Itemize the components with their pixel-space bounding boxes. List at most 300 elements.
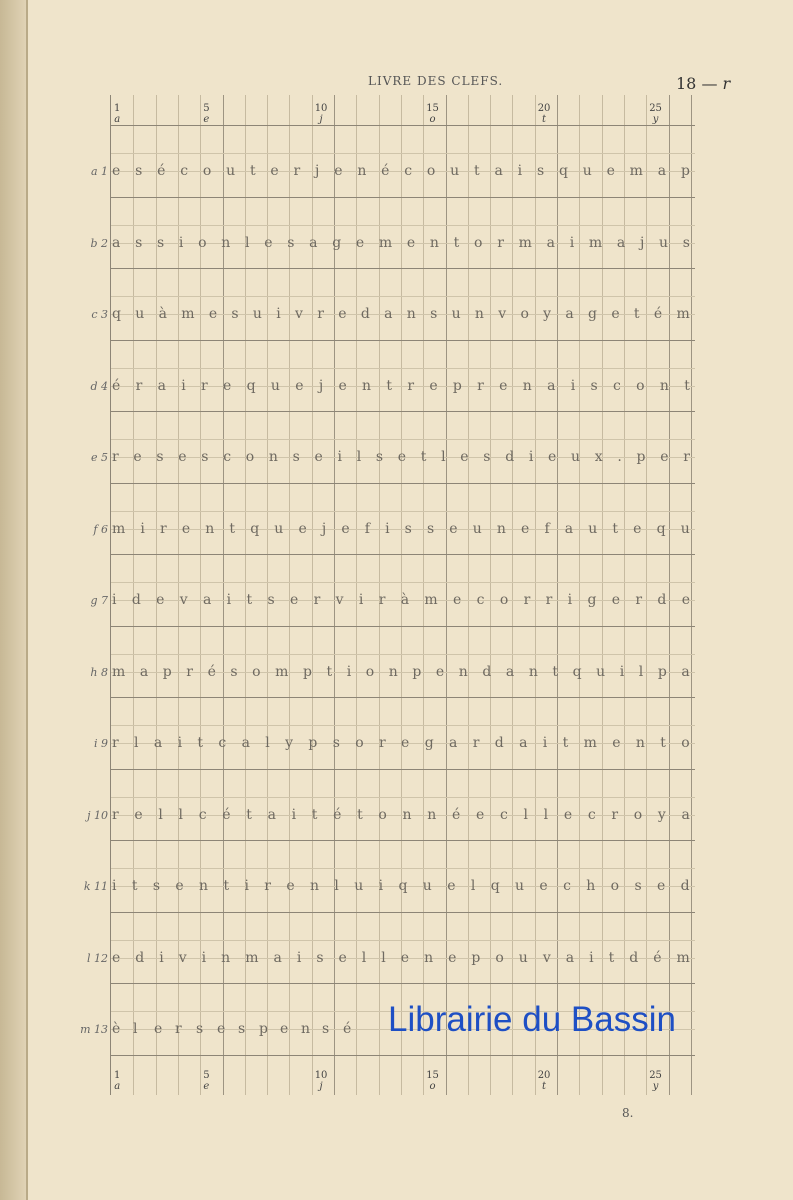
row-letter: s (292, 449, 300, 465)
scale-mark (203, 103, 209, 125)
scale-letter: o (429, 1081, 436, 1092)
row-letter: m (583, 735, 597, 751)
row-letter: e (475, 806, 485, 823)
row-letter: v (295, 306, 303, 322)
row-letter: p (636, 449, 646, 465)
row-letter: j (318, 377, 324, 394)
row-letter: s (135, 234, 143, 251)
row-letter: n (388, 663, 398, 680)
row-letter: v (335, 592, 344, 608)
row-letter: i (226, 592, 232, 608)
scale-number: 5 (203, 1070, 210, 1081)
row-letter: o (474, 234, 483, 251)
row-letter: e (133, 449, 142, 465)
row-letter: e (397, 449, 407, 465)
row-letter: n (429, 234, 439, 251)
row-letter: e (298, 520, 307, 537)
row-letter: t (326, 663, 333, 680)
row-letter: i (385, 520, 390, 537)
row-letter: é (343, 1021, 352, 1037)
grid-subrow-line (111, 654, 695, 655)
row-letter: p (657, 663, 667, 680)
scale-number: 15 (426, 1070, 439, 1081)
row-letter: é (222, 806, 231, 823)
grid-row-line (111, 1055, 695, 1056)
row-letter: d (131, 592, 141, 608)
row-letter: i (244, 878, 249, 894)
row-letter: d (680, 878, 690, 894)
grid-subrow-line (111, 225, 695, 226)
row-letter: s (156, 234, 165, 251)
row-letter: m (629, 163, 643, 179)
footer-mark: 8. (622, 1106, 634, 1120)
scale-mark (538, 103, 551, 125)
row-letter: e (338, 306, 347, 322)
row-letter: p (303, 663, 312, 680)
row-letter: m (518, 234, 532, 251)
row-letter: i (542, 735, 548, 751)
scale-number: 25 (649, 103, 662, 114)
grid-row-line (111, 840, 695, 841)
row-letter: i (337, 449, 342, 465)
row-letter: i (517, 163, 523, 179)
row-label: j 10 (87, 808, 108, 822)
row-letter: e (435, 663, 445, 680)
row-letter: t (612, 520, 619, 537)
row-letter: p (162, 663, 172, 680)
row-letter: t (223, 878, 230, 894)
row-letter: a (681, 663, 690, 680)
row-letter: s (267, 592, 275, 608)
row-letter: u (274, 520, 284, 537)
row-letter: n (221, 234, 231, 251)
row-letter: e (341, 520, 350, 537)
row-label: m 13 (80, 1023, 108, 1036)
row-letter: u (518, 949, 528, 966)
row-letter: u (270, 377, 280, 394)
row-letter: i (569, 234, 575, 251)
row-letter: n (221, 949, 231, 966)
row-letter: c (587, 806, 596, 823)
row-letter: t (608, 949, 615, 966)
row-letter: é (451, 806, 461, 823)
row-letter: c (476, 592, 485, 608)
row-letter: r (293, 163, 301, 179)
row-letter: a (519, 735, 528, 751)
row-letter: i (112, 878, 117, 894)
row-letter: a (449, 735, 458, 751)
row-letter: d (657, 592, 667, 608)
row-letter: e (338, 377, 347, 394)
row-letter: d (135, 949, 145, 966)
grid-row-line (111, 983, 695, 984)
row-letter: a (616, 234, 626, 251)
row-letter: e (460, 449, 469, 465)
row-letter: s (135, 163, 143, 179)
row-letter: o (378, 806, 387, 823)
row-letter: a (241, 735, 250, 751)
row-letter: é (207, 663, 216, 680)
row-letter: r (523, 592, 531, 608)
scale-letter: e (203, 1081, 210, 1092)
row-letter: s (426, 520, 435, 537)
row-letter: t (311, 806, 318, 823)
row-letter: s (196, 1021, 204, 1037)
page-header-title: LIVRE DES CLEFS. (368, 74, 504, 88)
grid-subrow-line (111, 296, 695, 297)
row-letter: p (452, 377, 462, 394)
row-letter: e (611, 306, 620, 322)
row-letter: g (587, 592, 597, 608)
scale-number: 5 (203, 103, 210, 114)
scale-mark (649, 103, 662, 125)
row-letter: e (657, 878, 666, 894)
grid-row-line (111, 411, 695, 412)
row-letter: y (543, 306, 552, 322)
row-label: k 11 (83, 880, 108, 893)
row-letter: m (181, 306, 195, 322)
row-label: d 4 (90, 379, 108, 393)
row-letter: j (321, 520, 327, 537)
row-letter: i (159, 949, 164, 966)
row-letter: d (494, 735, 504, 751)
row-letter: u (571, 449, 581, 465)
row-label: l 12 (86, 951, 108, 965)
scale-number: 20 (537, 103, 551, 114)
row-letter: t (246, 806, 252, 823)
row-letter: a (112, 234, 121, 251)
row-letter: r (201, 377, 208, 394)
row-letter: e (499, 377, 508, 394)
row-letter: o (202, 163, 212, 179)
row-letter: n (402, 806, 412, 823)
row-letter: a (267, 806, 276, 823)
row-letter: j (639, 234, 645, 251)
row-letter: e (447, 878, 456, 894)
row-letter: i (276, 306, 281, 322)
row-letter: p (680, 163, 690, 179)
scale-number: 10 (314, 103, 328, 114)
row-letter: u (252, 306, 262, 322)
grid-row-line (111, 125, 695, 126)
row-letter: e (400, 949, 410, 966)
row-letter: t (552, 663, 559, 680)
row-letter: o (520, 306, 529, 322)
row-letter: o (245, 449, 255, 465)
row-letter: é (112, 377, 121, 394)
row-letter: l (133, 1021, 138, 1037)
row-letter: g (424, 735, 434, 751)
row-letter: d (360, 306, 370, 322)
row-letter: g (588, 306, 598, 322)
row-letter: q (656, 520, 666, 537)
row-letter: s (634, 878, 642, 894)
row-text (112, 807, 690, 823)
row-letter: r (379, 735, 386, 751)
scale-letter: y (652, 114, 659, 125)
row-letter: y (657, 806, 666, 823)
scale-number: 25 (649, 1070, 662, 1081)
row-letter: i (296, 949, 302, 966)
row-letter: y (285, 735, 294, 751)
row-letter: e (334, 163, 343, 179)
row-letter: e (286, 878, 295, 894)
row-letter: c (404, 163, 413, 179)
row-letter: a (565, 949, 575, 966)
row-letter: p (412, 663, 422, 680)
row-letter: e (611, 592, 621, 608)
row-letter: e (681, 592, 690, 608)
row-letter: t (229, 520, 236, 537)
row-letter: q (112, 306, 121, 322)
row-letter: e (314, 449, 323, 465)
scale-number: 10 (314, 1070, 328, 1081)
row-letter: a (384, 306, 393, 322)
row-letter: r (112, 806, 119, 823)
row-label: i 9 (93, 737, 108, 750)
row-text (112, 878, 690, 894)
grid-row-line (111, 483, 695, 484)
row-letter: u (354, 878, 364, 894)
row-letter: o (499, 592, 509, 608)
row-letter: e (338, 949, 347, 966)
row-letter: e (270, 163, 279, 179)
row-letter: r (317, 306, 324, 322)
row-letter: s (590, 377, 598, 394)
row-letter: e (563, 806, 573, 823)
row-letter: e (355, 234, 365, 251)
row-letter: e (217, 1021, 226, 1037)
row-letter: t (249, 163, 256, 179)
row-letter: l (158, 806, 163, 823)
scale-letter: a (114, 114, 121, 125)
row-letter: n (406, 306, 416, 322)
row-text (112, 950, 690, 966)
row-letter: à (158, 306, 167, 322)
row-letter: m (588, 234, 603, 251)
row-letter: s (483, 449, 491, 465)
previous-page-edge (0, 0, 28, 1200)
page-number-value: 18 — (676, 74, 718, 93)
row-letter: u (515, 878, 525, 894)
row-letter: s (156, 449, 164, 465)
grid-row-line (111, 554, 695, 555)
row-letter: t (453, 234, 460, 251)
row-text (112, 449, 690, 465)
row-letter: i (378, 878, 384, 894)
row-letter: a (505, 663, 515, 680)
row-letter: n (458, 663, 468, 680)
row-letter: u (226, 163, 236, 179)
grid-row-line (111, 697, 695, 698)
row-letter: é (381, 163, 390, 179)
row-letter: i (346, 663, 352, 680)
row-letter: v (498, 306, 507, 322)
row-letter: t (357, 806, 363, 823)
row-letter: o (681, 735, 690, 751)
row-letter: é (157, 163, 166, 179)
row-letter: e (548, 449, 557, 465)
row-letter: t (474, 163, 480, 179)
row-letter: f (544, 520, 550, 537)
row-letter: l (381, 949, 386, 966)
row-text (112, 235, 690, 251)
row-letter: e (521, 520, 530, 537)
row-letter: e (156, 592, 165, 608)
row-letter: c (180, 163, 189, 179)
row-letter: e (181, 520, 191, 537)
row-text (112, 378, 690, 394)
row-letter: n (199, 878, 209, 894)
row-letter: é (653, 949, 662, 966)
row-letter: m (275, 663, 289, 680)
row-letter: t (131, 878, 138, 894)
row-letter: o (252, 663, 261, 680)
row-letter: r (160, 520, 167, 537)
row-letter: a (657, 163, 667, 179)
row-letter: v (178, 949, 187, 966)
scale-mark (649, 1070, 662, 1092)
row-letter: n (362, 377, 372, 394)
row-letter: r (472, 735, 480, 751)
row-letter: a (273, 949, 282, 966)
row-letter: l (356, 449, 362, 465)
row-letter: a (153, 735, 163, 751)
row-letter: o (198, 234, 207, 251)
row-letter: t (386, 377, 393, 394)
row-letter: e (134, 806, 143, 823)
row-letter: t (633, 306, 640, 322)
row-letter: o (495, 949, 504, 966)
row-letter: n (522, 377, 532, 394)
grid-subrow-line (111, 940, 695, 941)
scale-letter: y (652, 1081, 659, 1092)
row-letter: v (179, 592, 188, 608)
row-letter: i (567, 592, 573, 608)
row-letter: n (427, 806, 437, 823)
row-letter: i (201, 949, 207, 966)
row-letter: u (135, 306, 145, 322)
row-letter: q (398, 878, 408, 894)
row-letter: m (112, 520, 126, 537)
row-letter: u (451, 306, 461, 322)
row-letter: r (407, 377, 415, 394)
row-letter: u (450, 163, 460, 179)
row-letter: d (629, 949, 639, 966)
row-letter: m (424, 592, 438, 608)
row-letter: a (202, 592, 212, 608)
row-letter: s (322, 1021, 330, 1037)
row-letter: r (683, 449, 690, 465)
row-letter: i (358, 592, 364, 608)
row-letter: r (313, 592, 321, 608)
grid-subrow-line (111, 511, 695, 512)
row-letter: s (536, 163, 545, 179)
scale-number: 1 (114, 1070, 121, 1081)
scale-letter: t (542, 1081, 547, 1092)
row-letter: j (315, 163, 320, 179)
row-label: h 8 (90, 665, 108, 679)
row-letter: s (230, 663, 238, 680)
grid-subrow-line (111, 868, 695, 869)
row-letter: e (612, 735, 621, 751)
grid-subrow-line (111, 797, 695, 798)
row-label: e 5 (90, 451, 108, 464)
row-letter: c (613, 377, 621, 394)
row-letter: c (223, 449, 232, 465)
row-letter: q (490, 878, 500, 894)
row-label: c 3 (91, 308, 108, 321)
row-letter: s (201, 449, 209, 465)
row-letter: r (112, 735, 119, 751)
row-letter: p (259, 1021, 268, 1037)
row-label: g 7 (90, 594, 108, 607)
row-letter: à (400, 592, 410, 608)
row-letter: a (681, 806, 690, 823)
row-letter: s (152, 878, 161, 894)
row-letter: p (471, 949, 481, 966)
scale-mark (538, 1070, 551, 1092)
row-letter: u (659, 234, 669, 251)
row-letter: i (589, 949, 594, 966)
row-letter: e (453, 592, 462, 608)
scale-letter: a (114, 1081, 121, 1092)
scale-mark (426, 103, 439, 125)
scale-mark (315, 1070, 328, 1092)
row-letter: l (134, 735, 139, 751)
row-letter: r (545, 592, 553, 608)
row-letter: e (289, 592, 299, 608)
row-text (112, 592, 690, 608)
row-letter: e (539, 878, 548, 894)
grid-row-line (111, 268, 695, 269)
scale-mark (114, 103, 120, 125)
row-letter: a (564, 520, 574, 537)
row-letter: n (301, 1021, 311, 1037)
row-letter: e (401, 735, 410, 751)
row-letter: e (178, 449, 187, 465)
row-letter: t (562, 735, 569, 751)
row-letter: q (558, 163, 568, 179)
grid-row-line (111, 626, 695, 627)
row-letter: n (496, 520, 506, 537)
row-letter: o (636, 377, 645, 394)
row-letter: s (287, 234, 295, 251)
row-letter: i (181, 377, 186, 394)
row-letter: r (112, 449, 119, 465)
row-letter: u (588, 520, 598, 537)
row-letter: a (565, 306, 574, 322)
row-letter: r (378, 592, 386, 608)
scale-letter: e (203, 114, 210, 125)
row-letter: t (197, 735, 204, 751)
row-letter: i (570, 377, 576, 394)
row-letter: s (238, 1021, 246, 1037)
row-letter: g (332, 234, 342, 251)
page-number-suffix: r (722, 74, 731, 93)
grid-subrow-line (111, 582, 695, 583)
row-letter: r (635, 592, 643, 608)
row-letter: r (264, 878, 271, 894)
row-letter: d (505, 449, 515, 465)
row-letter: è (112, 1021, 121, 1037)
row-letter: e (448, 949, 457, 966)
row-letter: é (653, 306, 663, 322)
row-letter: l (178, 806, 184, 823)
row-letter: m (112, 663, 126, 680)
row-letter: m (676, 306, 690, 322)
scale-number: 1 (114, 103, 121, 114)
